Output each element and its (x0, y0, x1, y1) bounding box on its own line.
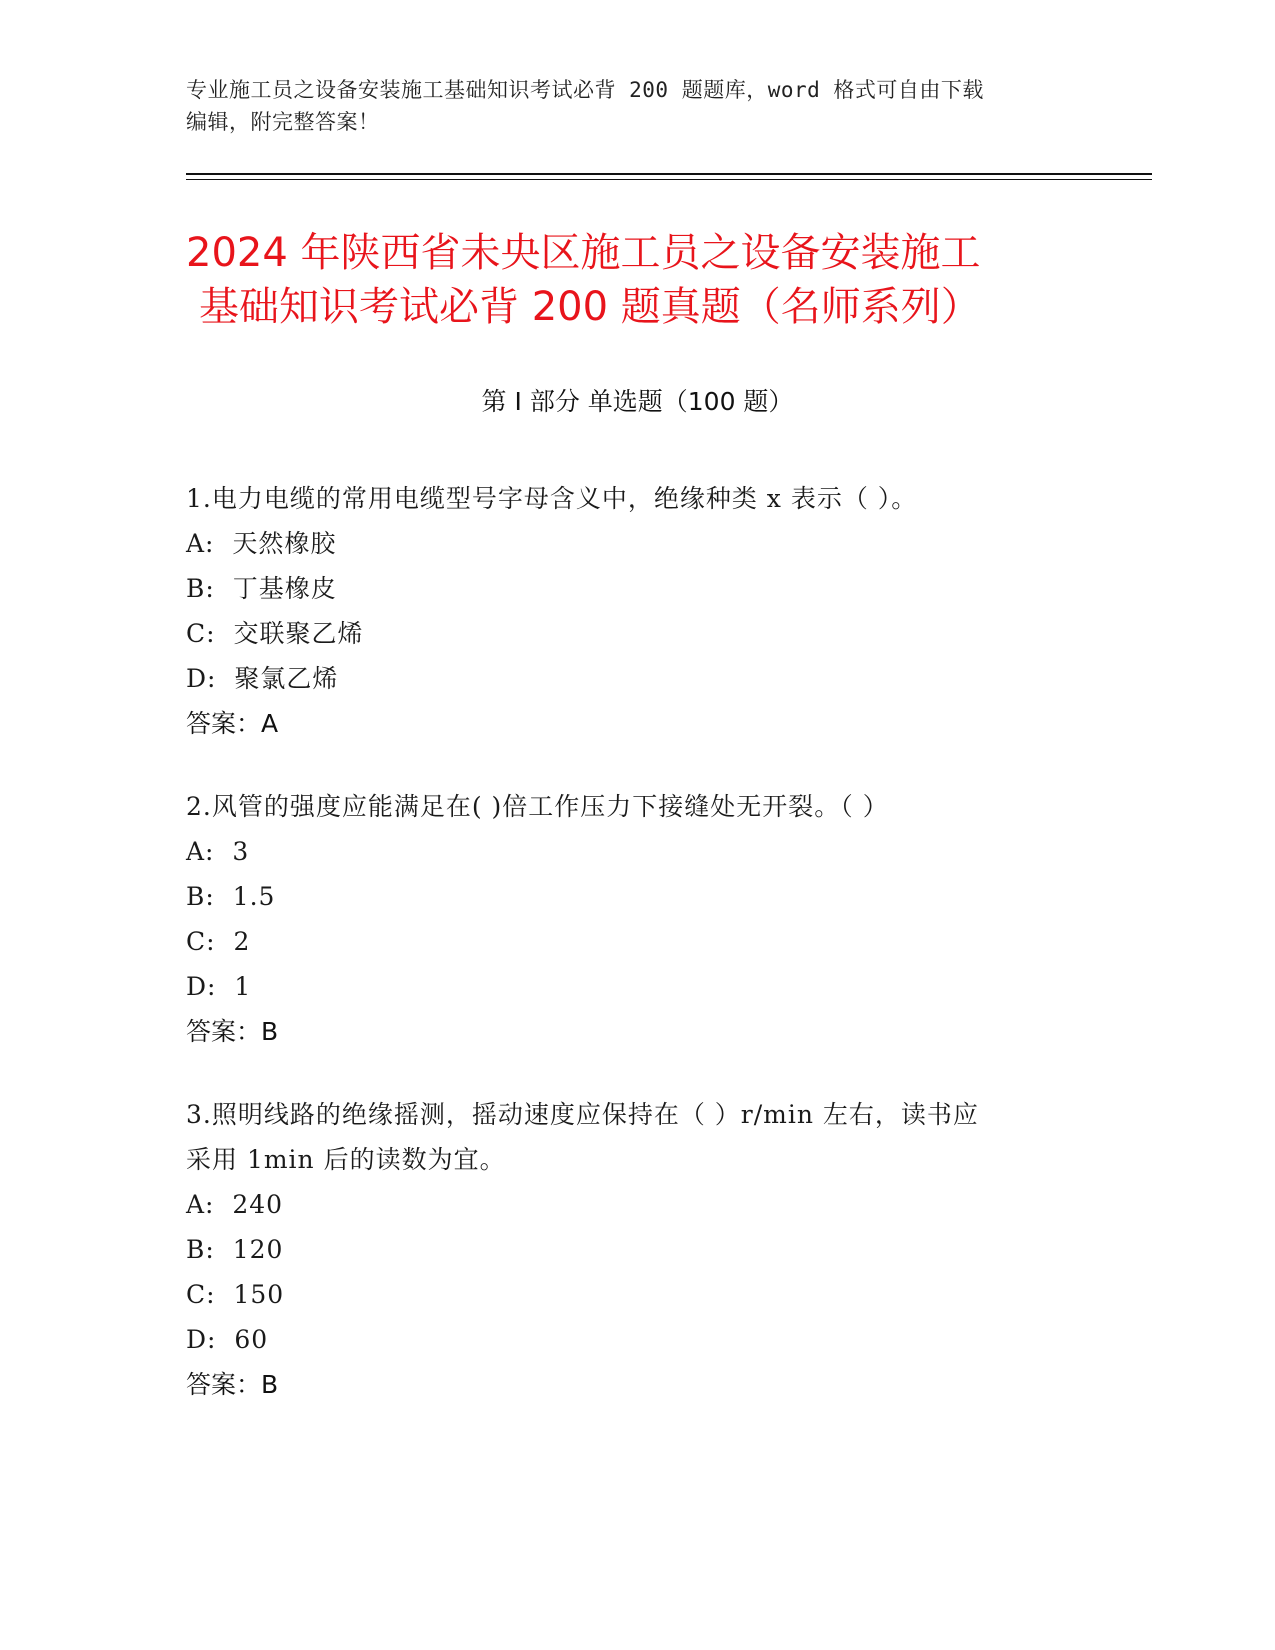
option-b: B: 120 (186, 1235, 284, 1264)
option-a: A: 天然橡胶 (186, 529, 337, 558)
question-list (186, 476, 1066, 1445)
header-note-line-2: 编辑，附完整答案！ (186, 110, 380, 134)
option-a: A: 3 (186, 837, 250, 866)
question-stem: 1.电力电缆的常用电缆型号字母含义中，绝缘种类 x 表示（ ）。 (186, 484, 918, 513)
option-c: C: 150 (186, 1280, 285, 1309)
option-d: D: 1 (186, 972, 252, 1001)
option-c: C: 交联聚乙烯 (186, 619, 364, 648)
question-stem-line-1: 3.照明线路的绝缘摇测，摇动速度应保持在（ ）r/min 左右，读书应 (186, 1100, 979, 1129)
option-a: A: 240 (186, 1190, 284, 1219)
question-1 (186, 476, 1066, 746)
header-note (186, 74, 1066, 138)
option-c: C: 2 (186, 927, 251, 956)
question-stem: 2.风管的强度应能满足在( )倍工作压力下接缝处无开裂。（ ） (186, 792, 889, 821)
answer: 答案：A (186, 709, 279, 738)
question-2 (186, 784, 1066, 1054)
answer: 答案：B (186, 1370, 279, 1399)
header-note-line-1: 专业施工员之设备安装施工基础知识考试必背 200 题题库，word 格式可自由下载 (186, 78, 984, 102)
option-d: D: 60 (186, 1325, 269, 1354)
option-b: B: 1.5 (186, 882, 276, 911)
document-title-line-1: 2024 年陕西省未央区施工员之设备安装施工 (186, 230, 981, 276)
option-d: D: 聚氯乙烯 (186, 664, 339, 693)
option-b: B: 丁基橡皮 (186, 574, 337, 603)
question-stem-line-2: 采用 1min 后的读数为宜。 (186, 1145, 506, 1174)
document-title (186, 226, 1086, 334)
document-title-line-2: 基础知识考试必背 200 题真题（名师系列） (199, 284, 981, 330)
section-title: 第 I 部分 单选题（100 题） (481, 387, 794, 416)
question-3 (186, 1092, 1066, 1407)
answer: 答案：B (186, 1017, 279, 1046)
header-rule-thin (186, 179, 1152, 180)
header-rule-thick (186, 173, 1152, 175)
